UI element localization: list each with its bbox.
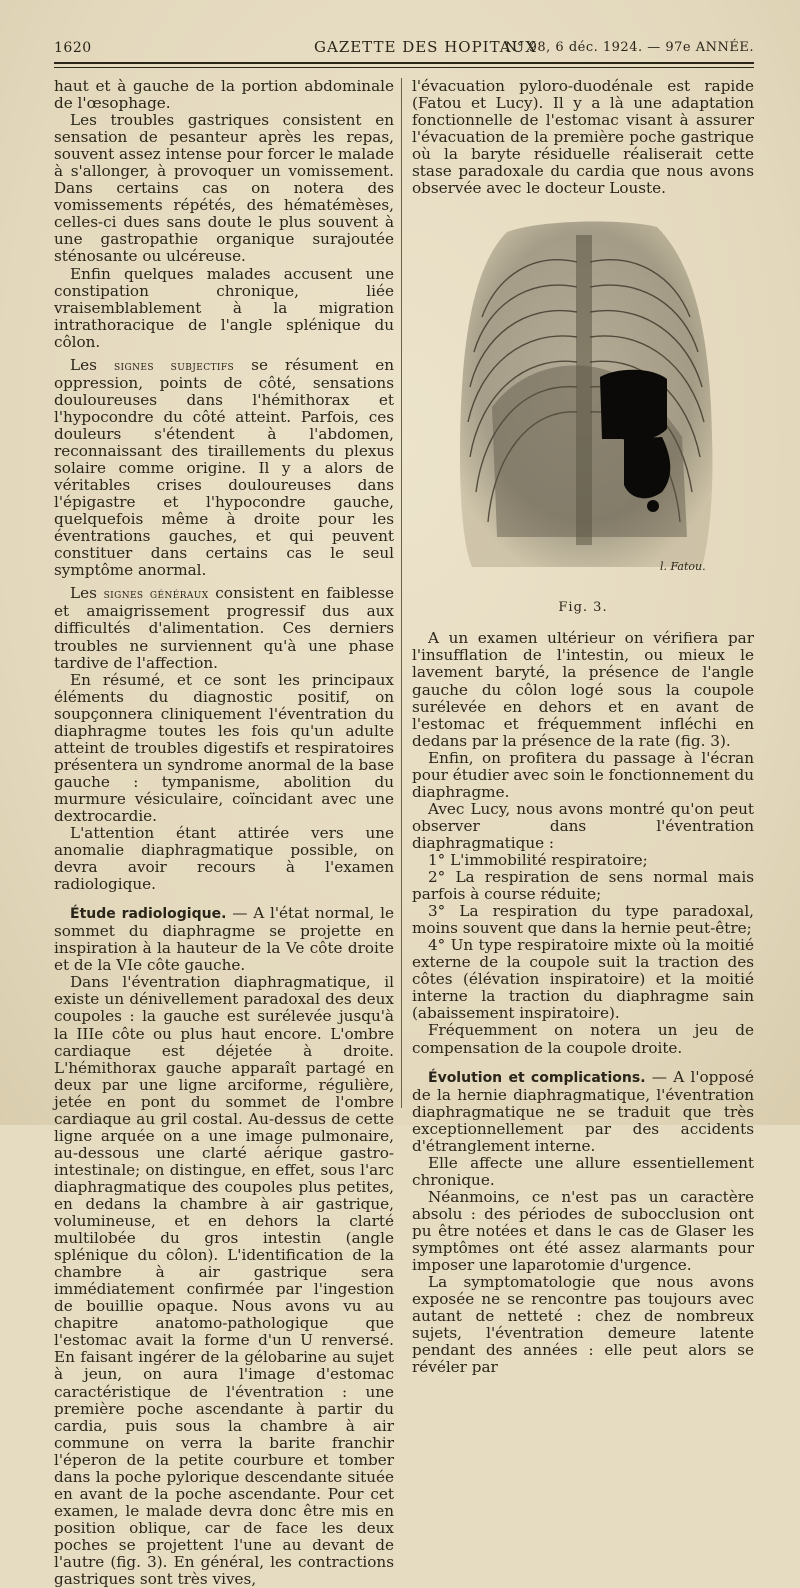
left-column xyxy=(54,78,394,1588)
paragraph: La symptomatologie que nous avons exposée ne se rencontre pas toujours avec autant de netteté : chez de nombreux sujets, l'éventration demeure latente pendant des années : elle peut alors se révéler par xyxy=(412,1273,754,1377)
small-caps-term: signes généraux xyxy=(103,587,209,603)
paragraph: haut et à gauche de la portion abdominale de l'œsophage. xyxy=(54,77,394,113)
section-heading: Étude radiologique. xyxy=(70,906,227,923)
paragraph: Dans l'éventration diaphragmatique, il existe un dénivellement paradoxal des deux coupoles : la gauche est surélevée jusqu'à la IIIe côte ou plus haut encore. L'ombre cardiaque est déjetée à droite. L'hémithorax gauche apparaît partagé en deux par une ligne arciforme, régulière, jetée en pont du sommet de l'ombre cardiaque au gril costal. Au-dessus de cette ligne arquée on a une image pulmonaire, au-dessous une clarté aérique gastro-intestinale; on distingue, en effet, sous l'arc diaphragmatique des coupoles plus petites, en dedans la chambre à air gastrique, volumineuse, et en dehors la clarté multilobée du gros intestin (angle splénique du côlon). L'identification de la chambre à air gastrique sera immédiatement confirmée par l'ingestion de bouillie opaque. Nous avons vu au chapitre anatomo-pathologique que l'estomac avait la forme d'un U renversé. En faisant ingérer de la gélobarine au sujet à jeun, on aura l'image d'estomac caractéristique de l'éventration : une première poche ascendante à partir du cardia, puis sous la chambre à air commune on verra la barite franchir l'éperon de la petite courbure et tomber dans la poche pylorique descendante située en avant de la poche ascendante. Pour cet examen, le malade devra donc être mis en position oblique, car de face les deux poches se projettent l'une au devant de l'autre (fig. 3). En général, les contractions gastriques sont très vives, xyxy=(54,973,394,1588)
barium-drop xyxy=(647,500,659,512)
paragraph: Néanmoins, ce n'est pas un caractère absolu : des périodes de subocclusion ont pu être notées et dans le cas de Glaser les symptômes ont été assez alarmants pour imposer une laparotomie d'urgence. xyxy=(412,1187,754,1275)
chest-xray-illustration xyxy=(412,207,754,597)
header-rule-thin xyxy=(54,67,754,68)
section-heading: Évolution et complications. xyxy=(428,1069,646,1086)
paragraph: Les troubles gastriques consistent en sensation de pesanteur après les repas, souvent assez intense pour forcer le malade à s'allonger, à provoquer un vomissement. Dans certains cas on notera des vomissements répétés, des hématémèses, celles-ci dues sans doute le plus souvent à une gastropathie organique surajoutée sténosante ou ulcéreuse. xyxy=(54,111,394,266)
small-caps-term: signes subjectifs xyxy=(113,358,235,374)
page-number: 1620 xyxy=(54,40,92,56)
paragraph: En résumé, et ce sont les principaux éléments du diagnostic positif, on soupçonnera cliniquement l'éventration du diaphragme toutes les fois qu'un adulte atteint de troubles digestifs et respiratoires présentera un syndrome anormal de la base gauche : tympanisme, abolition du murmure vésiculaire, coïncidant avec une dextrocardie. xyxy=(54,670,394,825)
paragraph: Enfin, on profitera du passage à l'écran pour étudier avec soin le fonctionnement du diaphragme. xyxy=(412,748,754,801)
paragraph: Elle affecte une allure essentiellement chronique. xyxy=(412,1153,754,1189)
text-run: — A l'état normal, le sommet du diaphragme se projette en inspiration à la hauteur de la Ve côte droite et de la VIe côte gauche. xyxy=(54,904,394,975)
paragraph-subjective-signs xyxy=(54,357,394,580)
list-item: 3° La respiration du type paradoxal, moins souvent que dans la hernie peut-être; xyxy=(412,902,754,938)
paragraph: Avec Lucy, nous avons montré qu'on peut observer dans l'éventration diaphragmatique : xyxy=(412,799,754,852)
list-item: 4° Un type respiratoire mixte où la moitié externe de la coupole suit la traction des côtes (élévation inspiratoire) et la moitié interne la traction du diaphragme sain (abaissement inspiratoire). xyxy=(412,936,754,1023)
xray-figure xyxy=(412,207,754,597)
text-run: se résument en oppression, points de côté, sensations douloureuses dans l'hémithorax et l'hypocondre du côté atteint. Parfois, ces douleurs s'étendent à l'abdomen, reconnaissant des tiraillements du plexus solaire comme origine. Il y a alors de véritables crises douloureuses dans l'épigastre et l'hypocondre gauche, quelquefois même à droite pour les éventrations gauches, et qui peuvent constituer dans certains cas le seul symptôme anormal. xyxy=(54,355,394,580)
pyloric-barium xyxy=(624,437,670,498)
paragraph: L'attention étant attirée vers une anomalie diaphragmatique possible, on devra avoir recours à l'examen radiologique. xyxy=(54,824,394,894)
text-run: Les xyxy=(70,355,114,374)
gastric-barium xyxy=(600,370,667,441)
right-column xyxy=(412,78,754,1376)
text-run: consistent en faiblesse et amaigrissement progressif dus aux difficultés d'alimentation. Ces derniers troubles ne surviennent qu'à une phase tardive de l'affection. xyxy=(54,584,395,672)
header-rule-thick xyxy=(54,62,754,64)
issue-info: N° 98, 6 déc. 1924. — 97e ANNÉE. xyxy=(505,40,754,55)
journal-title: GAZETTE DES HOPITAUX xyxy=(314,38,537,56)
paragraph: A un examen ultérieur on vérifiera par l'insufflation de l'intestin, ou mieux le lavement baryté, la présence de l'angle gauche du côlon logé sous la coupole surélevée en dehors et en avant de l'estomac et fréquemment infléchi en dedans par la présence de la rate (fig. 3). xyxy=(412,629,754,750)
text-run: Les xyxy=(70,584,104,603)
paragraph-evolution xyxy=(412,1069,754,1155)
figure-caption: Fig. 3. xyxy=(558,600,608,616)
column-separator xyxy=(401,78,402,1108)
paragraph-general-signs xyxy=(54,585,394,671)
list-item: 1° L'immobilité respiratoire; xyxy=(428,850,648,869)
figure-signature: l. Fatou. xyxy=(660,560,706,574)
running-header xyxy=(54,38,754,60)
paragraph: Enfin quelques malades accusent une constipation chronique, liée vraisemblablement à la migration intrathoracique de l'angle splénique du côlon. xyxy=(54,264,394,351)
paragraph: Fréquemment on notera un jeu de compensation de la coupole droite. xyxy=(412,1021,754,1057)
paragraph: l'évacuation pyloro-duodénale est rapide (Fatou et Lucy). Il y a là une adaptation fonctionnelle de l'estomac visant à assurer l'évacuation de la première poche gastrique où la baryte résiduelle réaliserait cette stase paradoxale du cardia que nous avons observée avec le docteur Louste. xyxy=(412,77,754,198)
paragraph-radiology xyxy=(54,905,394,974)
list-item: 2° La respiration de sens normal mais parfois à course réduite; xyxy=(412,868,754,904)
text-run: — A l'opposé de la hernie diaphragmatique, l'éventration diaphragmatique ne se traduit que très exceptionnellement par des accidents d'étranglement interne. xyxy=(412,1067,755,1155)
